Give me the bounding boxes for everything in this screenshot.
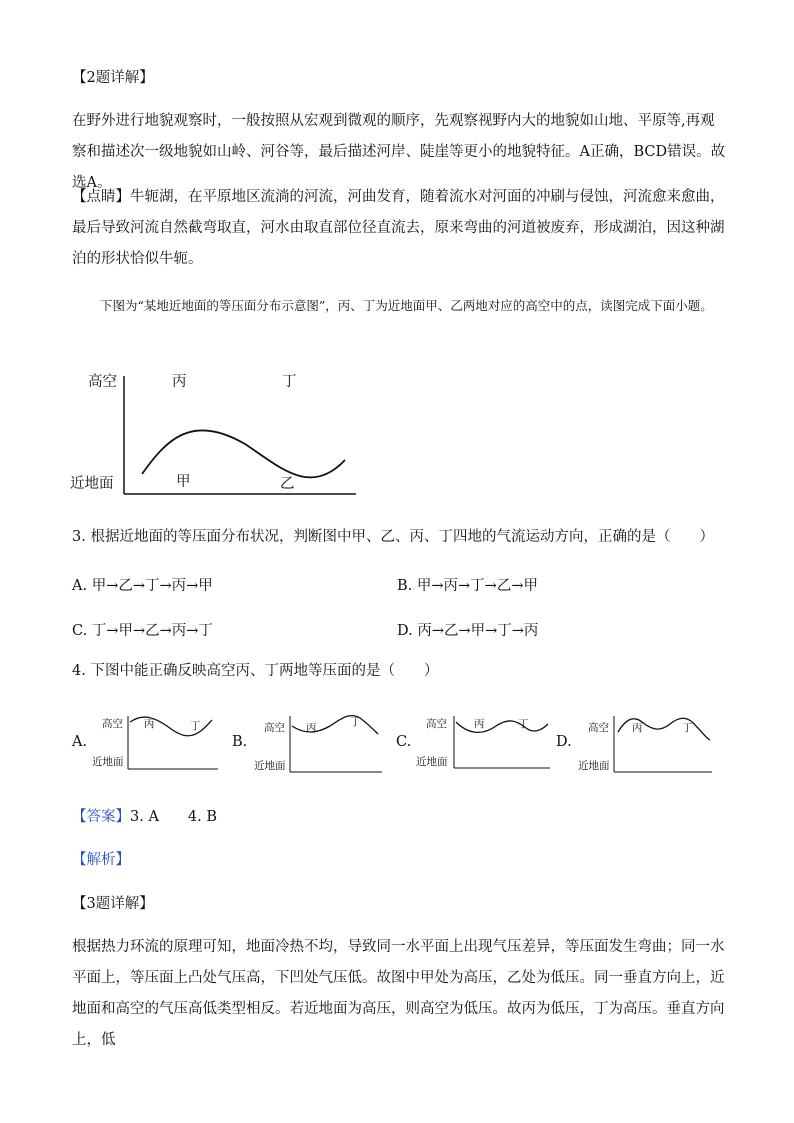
q4-c-high-label: 高空 bbox=[426, 718, 447, 730]
figure-jia-label: 甲 bbox=[176, 474, 191, 490]
q4-c-chart bbox=[396, 712, 556, 774]
q4-a-high-label: 高空 bbox=[102, 718, 123, 730]
q4-c-ground-label: 近地面 bbox=[416, 756, 448, 768]
figure-axes bbox=[70, 362, 370, 502]
figure-ground-label: 近地面 bbox=[70, 476, 114, 492]
q4-option-b-letter: B. bbox=[232, 734, 248, 750]
q4-b-high-label: 高空 bbox=[264, 722, 285, 734]
q4-a-ding-label: 丁 bbox=[190, 720, 201, 732]
tip-body: 【点睛】牛轭湖，在平原地区流淌的河流，河曲发育，随着流水对河面的冲刷与侵蚀，河流愈来愈曲，最后导致河流自然截弯取直，河水由取直部位径直流去，原来弯曲的河道被废弃，形成湖泊，因这种湖泊的形状恰似牛轭。 bbox=[72, 189, 725, 267]
q4-option-a-letter: A. bbox=[72, 734, 88, 750]
q3-detail-body: 根据热力环流的原理可知，地面冷热不均，导致同一水平面上出现气压差异，等压面发生弯曲；同一水平面上，等压面上凸处气压高，下凹处气压低。故图中甲处为高压，乙处为低压。同一垂直方向上，近地面和高空的气压高低类型相反。若近地面为高压，则高空为低压。故丙为低压，丁为高压。垂直方向上，低 bbox=[72, 939, 725, 1048]
q2-heading: 【2题详解】 bbox=[72, 70, 154, 86]
figure-intro: 下图为“某地近地面的等压面分布示意图”，丙、丁为近地面甲、乙两地对应的高空中的点，读图完成下面小题。 bbox=[100, 298, 713, 313]
answer-label: 【答案】 bbox=[72, 809, 130, 825]
q4-option-d[interactable] bbox=[556, 712, 726, 774]
figure-high-label: 高空 bbox=[88, 374, 117, 390]
q2-body: 在野外进行地貌观察时，一般按照从宏观到微观的顺序，先观察视野内大的地貌如山地、平原等,再观察和描述次一级地貌如山岭、河谷等，最后描述河岸、陡崖等更小的地貌特征。A正确，BCD错误。故选A。 bbox=[72, 113, 726, 191]
q4-a-chart bbox=[72, 712, 222, 774]
q4-a-ground-label: 近地面 bbox=[92, 756, 124, 768]
q3-option-a[interactable]: A. 甲→乙→丁→丙→甲 bbox=[72, 578, 213, 594]
q4-b-bing-label: 丙 bbox=[306, 722, 317, 734]
answer-text: 3. A 4. B bbox=[130, 809, 218, 825]
analysis-label: 【解析】 bbox=[72, 852, 130, 868]
q4-b-ground-label: 近地面 bbox=[254, 760, 286, 772]
isobar-figure bbox=[70, 362, 370, 502]
q3-option-b[interactable]: B. 甲→丙→丁→乙→甲 bbox=[397, 578, 538, 594]
q4-d-chart bbox=[556, 712, 726, 774]
q3-option-d[interactable]: D. 丙→乙→甲→丁→丙 bbox=[397, 623, 539, 639]
q4-d-ground-label: 近地面 bbox=[578, 760, 610, 772]
q4-option-c-letter: C. bbox=[396, 734, 412, 750]
figure-bing-label: 丙 bbox=[172, 374, 187, 390]
ground-isobar-curve bbox=[142, 430, 345, 477]
answer-line bbox=[72, 805, 217, 826]
q4-a-bing-label: 丙 bbox=[144, 718, 155, 730]
q4-b-ding-label: 丁 bbox=[350, 716, 361, 728]
figure-yi-label: 乙 bbox=[280, 476, 295, 492]
q3-detail-heading: 【3题详解】 bbox=[72, 896, 154, 912]
q4-stem: 4. 下图中能正确反映高空丙、丁两地等压面的是（ ） bbox=[72, 663, 439, 679]
figure-ding-label: 丁 bbox=[282, 374, 297, 390]
q4-d-bing-label: 丙 bbox=[632, 722, 643, 734]
q4-option-d-letter: D. bbox=[556, 734, 572, 750]
q4-b-chart bbox=[232, 712, 392, 774]
q4-c-ding-label: 丁 bbox=[518, 718, 529, 730]
q4-option-a[interactable] bbox=[72, 712, 222, 774]
q3-stem: 3. 根据近地面的等压面分布状况，判断图中甲、乙、丙、丁四地的气流运动方向，正确的是（ ） bbox=[72, 529, 714, 545]
q4-option-b[interactable] bbox=[232, 712, 392, 774]
q4-c-bing-label: 丙 bbox=[474, 718, 485, 730]
q3-option-c[interactable]: C. 丁→甲→乙→丙→丁 bbox=[72, 623, 213, 639]
q4-d-high-label: 高空 bbox=[588, 722, 609, 734]
q4-option-c[interactable] bbox=[396, 712, 556, 774]
q4-d-ding-label: 丁 bbox=[682, 722, 693, 734]
